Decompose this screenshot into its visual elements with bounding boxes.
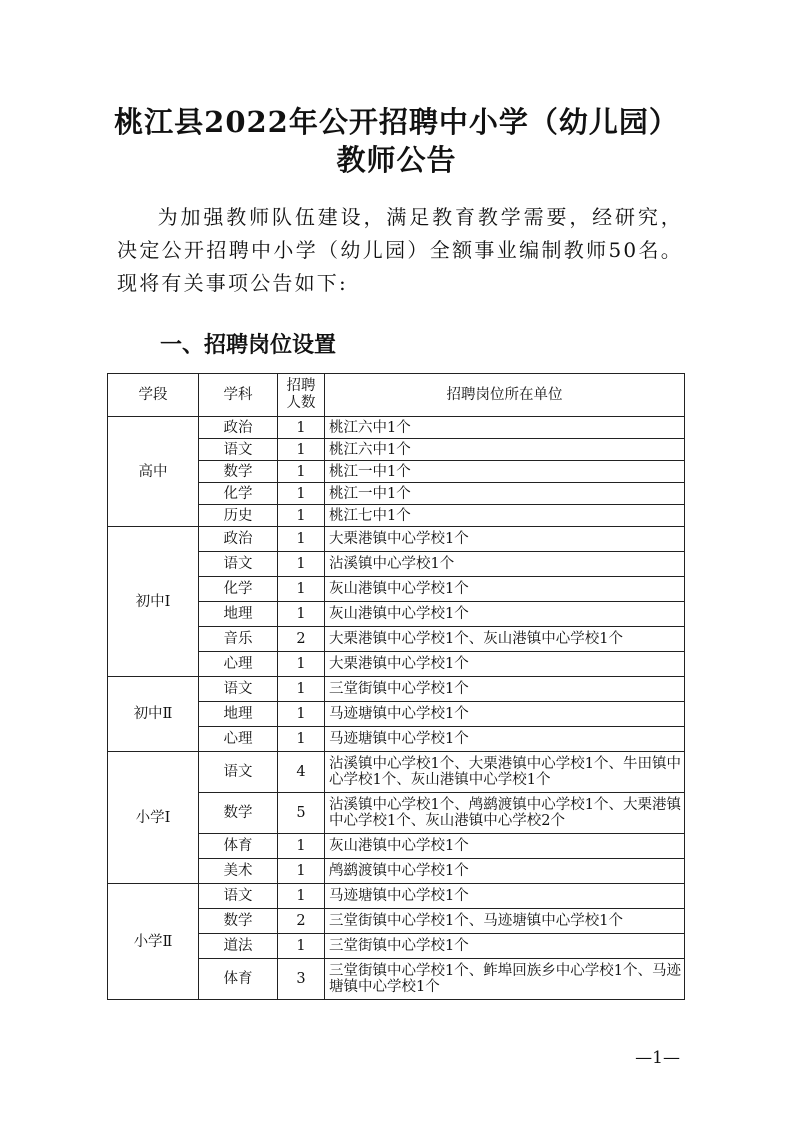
- units-cell: 桃江七中1个: [325, 505, 685, 527]
- count-cell: 1: [278, 483, 325, 505]
- count-cell: 1: [278, 417, 325, 439]
- units-cell: 桃江六中1个: [325, 417, 685, 439]
- count-cell: 1: [278, 439, 325, 461]
- count-cell: 1: [278, 834, 325, 859]
- subject-cell: 数学: [199, 909, 278, 934]
- stage-cell: 小学Ⅱ: [108, 884, 199, 1000]
- count-cell: 1: [278, 702, 325, 727]
- count-cell: 1: [278, 677, 325, 702]
- subject-cell: 化学: [199, 483, 278, 505]
- subject-cell: 道法: [199, 934, 278, 959]
- stage-cell: 小学Ⅰ: [108, 752, 199, 884]
- count-cell: 1: [278, 652, 325, 677]
- units-cell: 灰山港镇中心学校1个: [325, 602, 685, 627]
- table-row: [108, 677, 685, 702]
- subject-cell: 政治: [199, 527, 278, 552]
- count-cell: 1: [278, 859, 325, 884]
- units-cell: 马迹塘镇中心学校1个: [325, 727, 685, 752]
- units-cell: 桃江六中1个: [325, 439, 685, 461]
- count-cell: 5: [278, 793, 325, 834]
- count-cell: 2: [278, 627, 325, 652]
- count-cell: 1: [278, 934, 325, 959]
- subject-cell: 语文: [199, 439, 278, 461]
- count-cell: 1: [278, 727, 325, 752]
- units-cell: 马迹塘镇中心学校1个: [325, 702, 685, 727]
- count-cell: 4: [278, 752, 325, 793]
- subject-cell: 地理: [199, 602, 278, 627]
- header-units: 招聘岗位所在单位: [325, 374, 685, 417]
- units-cell: 三堂街镇中心学校1个、鲊埠回族乡中心学校1个、马迹塘镇中心学校1个: [325, 959, 685, 1000]
- count-cell: 1: [278, 577, 325, 602]
- units-cell: 三堂街镇中心学校1个: [325, 677, 685, 702]
- document-title: 桃江县2022年公开招聘中小学（幼儿园）: [114, 105, 679, 139]
- units-cell: 马迹塘镇中心学校1个: [325, 884, 685, 909]
- subject-cell: 心理: [199, 652, 278, 677]
- units-cell: 桃江一中1个: [325, 483, 685, 505]
- subject-cell: 美术: [199, 859, 278, 884]
- stage-cell: 初中Ⅱ: [108, 677, 199, 752]
- positions-table: [107, 373, 685, 1000]
- units-cell: 大栗港镇中心学校1个: [325, 527, 685, 552]
- count-cell: 3: [278, 959, 325, 1000]
- units-cell: 三堂街镇中心学校1个、马迹塘镇中心学校1个: [325, 909, 685, 934]
- document-title-line2: 教师公告: [336, 143, 457, 177]
- units-cell: 沾溪镇中心学校1个、鸬鹚渡镇中心学校1个、大栗港镇中心学校1个、灰山港镇中心学校2个: [325, 793, 685, 834]
- count-cell: 1: [278, 602, 325, 627]
- header-subject: 学科: [199, 374, 278, 417]
- subject-cell: 体育: [199, 834, 278, 859]
- count-cell: 1: [278, 461, 325, 483]
- subject-cell: 政治: [199, 417, 278, 439]
- header-stage: 学段: [108, 374, 199, 417]
- header-count: 招聘人数: [278, 374, 325, 417]
- subject-cell: 语文: [199, 552, 278, 577]
- count-cell: 1: [278, 505, 325, 527]
- units-cell: 桃江一中1个: [325, 461, 685, 483]
- page-number: —1—: [635, 1048, 680, 1068]
- intro-paragraph: [117, 201, 683, 300]
- count-cell: 1: [278, 527, 325, 552]
- subject-cell: 语文: [199, 752, 278, 793]
- subject-cell: 数学: [199, 793, 278, 834]
- units-cell: 鸬鹚渡镇中心学校1个: [325, 859, 685, 884]
- units-cell: 大栗港镇中心学校1个、灰山港镇中心学校1个: [325, 627, 685, 652]
- subject-cell: 语文: [199, 677, 278, 702]
- table-header-row: [108, 374, 685, 417]
- subject-cell: 心理: [199, 727, 278, 752]
- count-cell: 2: [278, 909, 325, 934]
- subject-cell: 体育: [199, 959, 278, 1000]
- units-cell: 灰山港镇中心学校1个: [325, 577, 685, 602]
- subject-cell: 地理: [199, 702, 278, 727]
- count-cell: 1: [278, 552, 325, 577]
- units-cell: 沾溪镇中心学校1个: [325, 552, 685, 577]
- table-row: [108, 884, 685, 909]
- section-heading-positions: 一、招聘岗位设置: [160, 333, 337, 358]
- stage-cell: 初中Ⅰ: [108, 527, 199, 677]
- units-cell: 三堂街镇中心学校1个: [325, 934, 685, 959]
- table-row: [108, 527, 685, 552]
- subject-cell: 音乐: [199, 627, 278, 652]
- units-cell: 灰山港镇中心学校1个: [325, 834, 685, 859]
- subject-cell: 语文: [199, 884, 278, 909]
- subject-cell: 历史: [199, 505, 278, 527]
- subject-cell: 数学: [199, 461, 278, 483]
- stage-cell: 高中: [108, 417, 199, 527]
- units-cell: 沾溪镇中心学校1个、大栗港镇中心学校1个、牛田镇中心学校1个、灰山港镇中心学校1个: [325, 752, 685, 793]
- subject-cell: 化学: [199, 577, 278, 602]
- table-row: [108, 417, 685, 439]
- table-row: [108, 752, 685, 793]
- units-cell: 大栗港镇中心学校1个: [325, 652, 685, 677]
- count-cell: 1: [278, 884, 325, 909]
- intro-text: 为加强教师队伍建设，满足教育教学需要，经研究，决定公开招聘中小学（幼儿园）全额事业编制教师50名。现将有关事项公告如下:: [117, 205, 683, 295]
